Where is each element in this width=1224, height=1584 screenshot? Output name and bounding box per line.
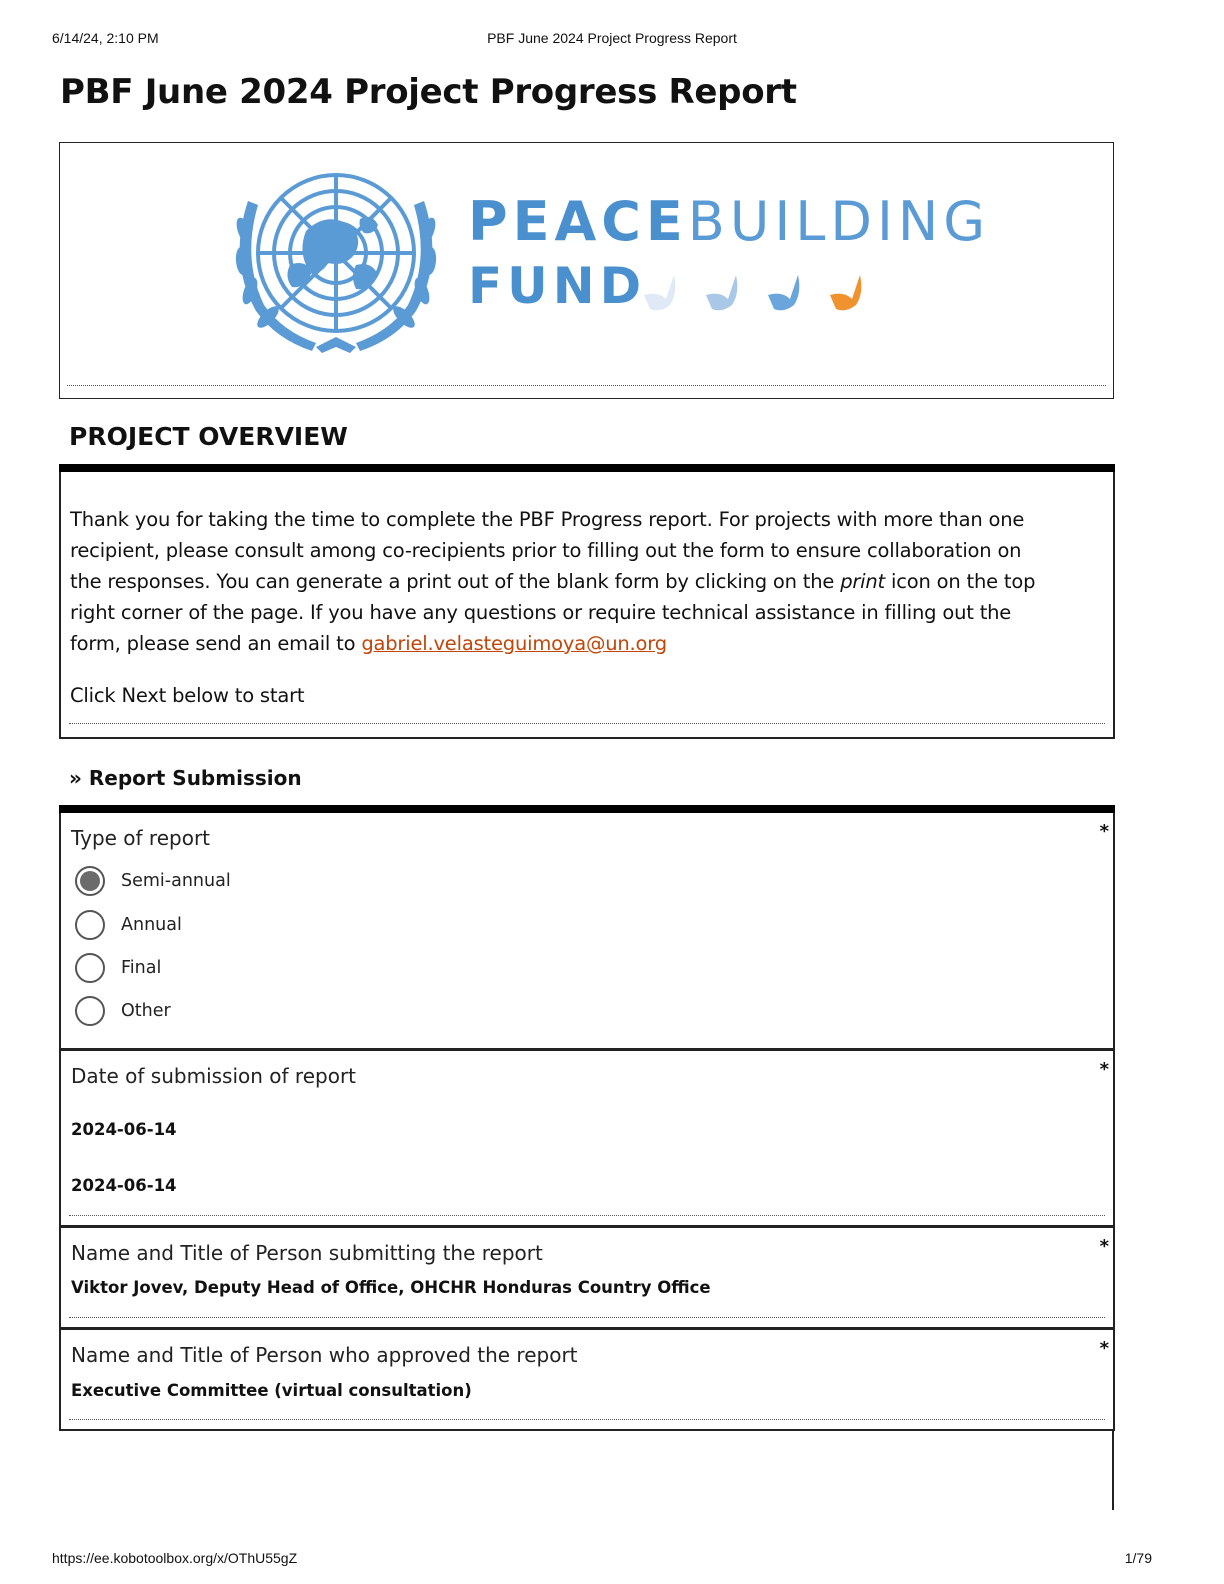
intro-line-4: right corner of the page. If you have any questions or require technical assistance in filling out the <box>70 601 1012 624</box>
radio-option-semi-annual[interactable] <box>75 864 231 898</box>
question-divider <box>69 1419 1105 1420</box>
question-label-type-of-report: Type of report <box>71 826 211 850</box>
intro-line-1: Thank you for taking the time to complete the PBF Progress report. For projects with more than one <box>70 508 1025 531</box>
date-value-2: 2024-06-14 <box>71 1176 177 1195</box>
radio-button-checked[interactable] <box>75 866 105 896</box>
intro-card <box>59 472 1115 739</box>
intro-print-word: print <box>840 570 886 593</box>
start-instruction: Click Next below to start <box>70 684 305 707</box>
intro-line-5: form, please send an email to <box>70 632 362 655</box>
logo-banner <box>59 142 1114 399</box>
print-header <box>52 30 1172 50</box>
section-heading-report-submission: » Report Submission <box>69 766 302 790</box>
support-email-link[interactable]: gabriel.velasteguimoya@un.org <box>361 632 667 655</box>
radio-button[interactable] <box>75 910 105 940</box>
radio-option-other[interactable] <box>75 994 171 1028</box>
logo-word-fund: FUND <box>468 257 647 315</box>
question-divider <box>69 1317 1105 1318</box>
required-marker: * <box>1099 1236 1109 1257</box>
question-submitter <box>59 1228 1115 1328</box>
radio-label: Annual <box>121 915 182 935</box>
logo-wordmark-peacebuilding <box>468 190 991 253</box>
radio-button[interactable] <box>75 953 105 983</box>
logo-divider <box>67 385 1106 386</box>
intro-line-2: recipient, please consult among co-recipients prior to filling out the form to ensure collaboration on <box>70 539 1022 562</box>
intro-line-3: the responses. You can generate a print out of the blank form by clicking on the <box>70 570 841 593</box>
required-marker: * <box>1099 1059 1109 1080</box>
question-approver <box>59 1330 1115 1431</box>
radio-button[interactable] <box>75 996 105 1026</box>
question-divider <box>69 1215 1105 1216</box>
radio-option-final[interactable] <box>75 951 161 985</box>
question-date-of-submission <box>59 1051 1115 1226</box>
section-bar-overview <box>59 464 1115 472</box>
print-page-number: 1/79 <box>1124 1550 1152 1566</box>
approver-value: Executive Committee (virtual consultation) <box>71 1381 472 1400</box>
date-value-1: 2024-06-14 <box>71 1120 177 1139</box>
radio-label: Other <box>121 1001 171 1021</box>
section-heading-project-overview: PROJECT OVERVIEW <box>69 422 348 451</box>
submitter-value: Viktor Jovev, Deputy Head of Office, OHCHR Honduras Country Office <box>71 1278 711 1297</box>
intro-divider <box>69 723 1105 724</box>
logo-word-building: BUILDING <box>687 190 991 253</box>
page-title: PBF June 2024 Project Progress Report <box>60 72 797 112</box>
print-url: https://ee.kobotoolbox.org/x/OThU55gZ <box>52 1550 298 1566</box>
question-label-submitter: Name and Title of Person submitting the report <box>71 1241 543 1265</box>
question-label-date-of-submission: Date of submission of report <box>71 1064 357 1088</box>
page-continuation-line <box>1112 1430 1114 1510</box>
intro-line-3-end: icon on the top <box>885 570 1036 593</box>
radio-option-annual[interactable] <box>75 908 182 942</box>
section-bar-report <box>59 805 1115 813</box>
question-label-approver: Name and Title of Person who approved the report <box>71 1343 578 1367</box>
intro-paragraph <box>70 504 1070 659</box>
print-footer <box>52 1550 1172 1570</box>
logo-word-peace: PEACE <box>468 190 688 253</box>
doves-icon <box>642 265 882 315</box>
radio-label: Semi-annual <box>121 871 231 891</box>
question-type-of-report <box>59 813 1115 1049</box>
un-emblem-icon <box>220 161 452 361</box>
required-marker: * <box>1099 821 1109 842</box>
print-date: 6/14/24, 2:10 PM <box>52 30 159 46</box>
required-marker: * <box>1099 1338 1109 1359</box>
radio-label: Final <box>121 958 162 978</box>
print-title: PBF June 2024 Project Progress Report <box>487 30 737 46</box>
